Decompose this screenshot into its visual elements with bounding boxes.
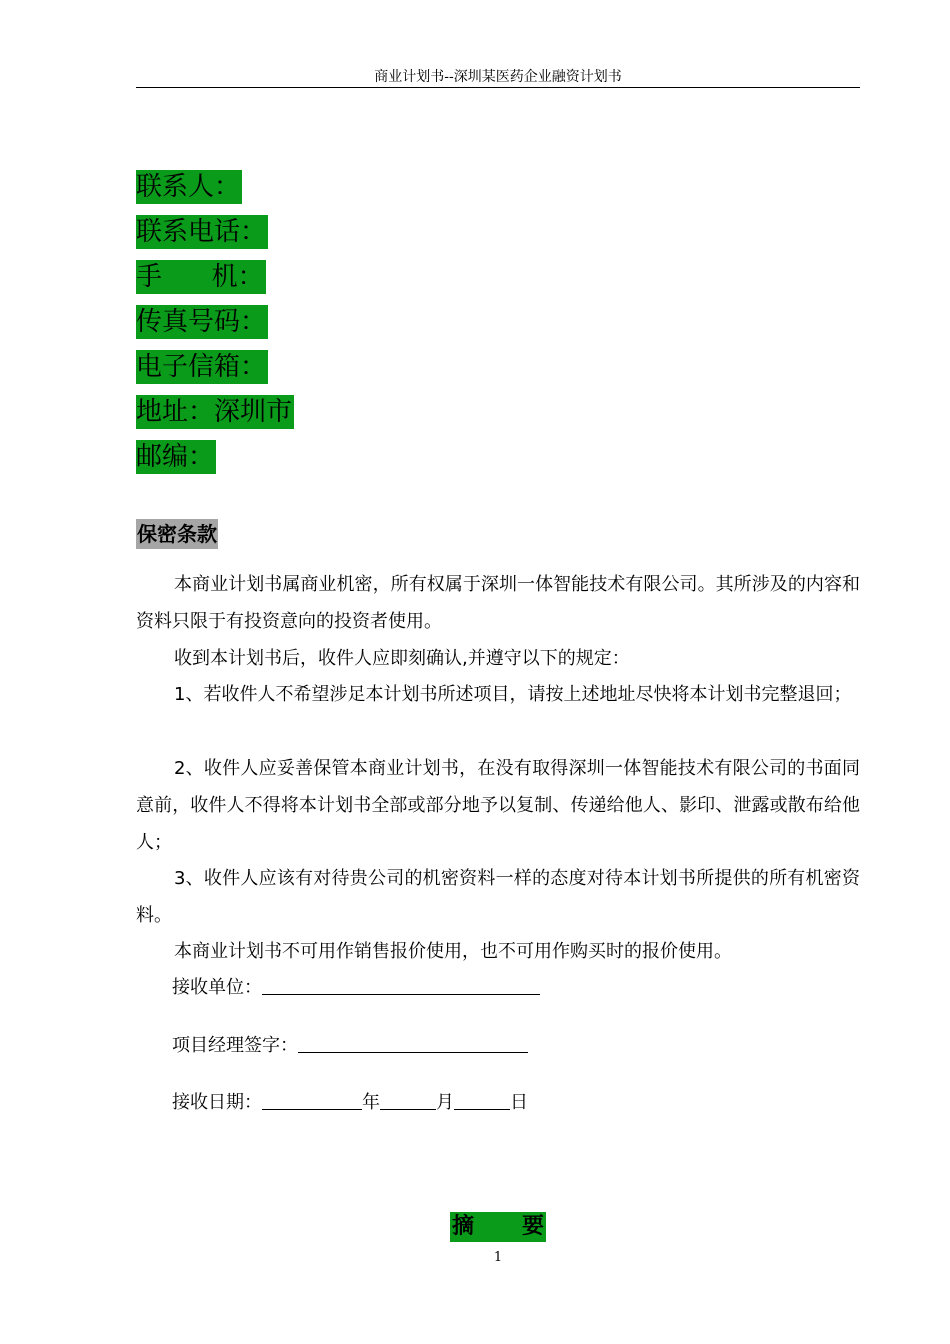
fax-label: 传真号码： (136, 307, 267, 337)
contact-phone-label: 联系电话： (136, 217, 267, 247)
confidential-paragraph: 本商业计划书属商业机密，所有权属于深圳一体智能技术有限公司。其所涉及的内容和资料只限于有投资意向的投资者使用。 (136, 574, 860, 632)
receiver-label: 接收单位： (172, 977, 262, 998)
summary-char-2: 要 (521, 1214, 544, 1239)
day-blank[interactable] (454, 1087, 510, 1110)
contact-person-label: 联系人： (136, 172, 241, 202)
confidential-paragraph: 本商业计划书不可用作销售报价使用，也不可用作购买时的报价使用。 (174, 941, 732, 962)
manager-row (172, 1030, 528, 1061)
confidential-title: 保密条款 (136, 519, 218, 549)
date-row (172, 1087, 528, 1118)
month-blank[interactable] (380, 1087, 436, 1110)
page-header: 商业计划书--深圳某医药企业融资计划书 (374, 69, 622, 85)
receiver-blank[interactable] (262, 972, 540, 995)
confidential-paragraph: 收到本计划书后，收件人应即刻确认,并遵守以下的规定： (174, 648, 630, 669)
summary-heading (450, 1212, 546, 1242)
mobile-label: 手 机： (136, 262, 264, 292)
address-label: 地址：深圳市 (136, 397, 293, 427)
year-blank[interactable] (262, 1087, 362, 1110)
summary-char-1: 摘 (452, 1214, 475, 1239)
page-number: 1 (493, 1250, 503, 1265)
confidential-paragraph: 1、若收件人不希望涉足本计划书所述项目，请按上述地址尽快将本计划书完整退回； (174, 684, 852, 705)
day-label: 日 (510, 1092, 528, 1113)
confidential-paragraph: 2、收件人应妥善保管本商业计划书，在没有取得深圳一体智能技术有限公司的书面同意前，收件人不得将本计划书全部或部分地予以复制、传递给他人、影印、泄露或散布给他人； (136, 758, 860, 853)
date-label: 接收日期： (172, 1092, 262, 1113)
confidential-paragraph: 3、收件人应该有对待贵公司的机密资料一样的态度对待本计划书所提供的所有机密资料。 (136, 868, 860, 926)
manager-signature-blank[interactable] (298, 1030, 528, 1053)
postcode-label: 邮编： (136, 442, 215, 472)
header-rule (136, 87, 860, 88)
manager-label: 项目经理签字： (172, 1035, 298, 1056)
year-label: 年 (362, 1092, 380, 1113)
email-label: 电子信箱： (136, 352, 267, 382)
receiver-row (172, 972, 540, 1003)
month-label: 月 (436, 1092, 454, 1113)
